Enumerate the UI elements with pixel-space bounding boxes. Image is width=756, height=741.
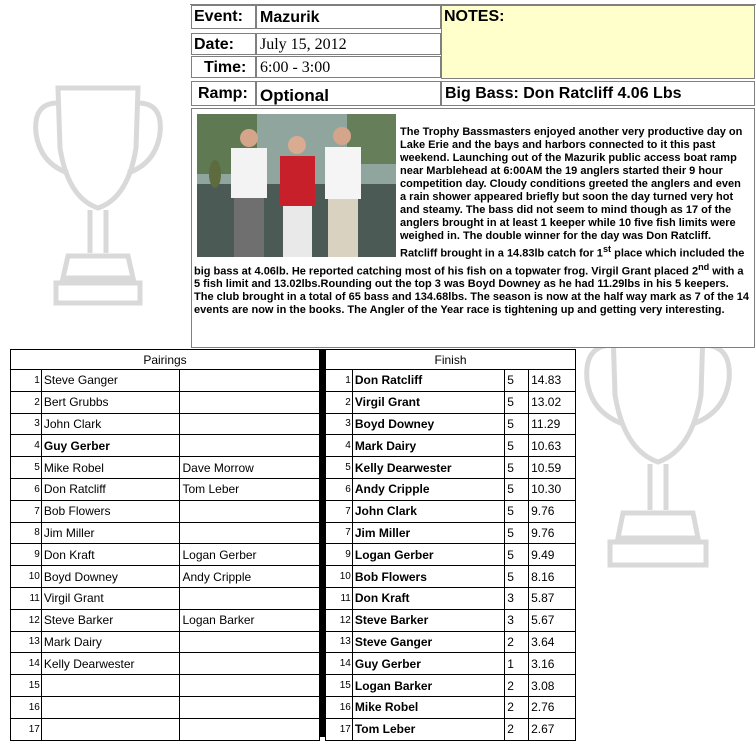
pairing-angler-b: Logan Barker (180, 609, 320, 631)
finish-fish-count: 5 (505, 500, 529, 522)
finish-angler: Steve Ganger (352, 631, 504, 653)
finish-place: 17 (326, 718, 353, 740)
finish-row (326, 413, 576, 435)
finish-angler: Tom Leber (352, 718, 504, 740)
finish-place: 16 (326, 696, 353, 718)
trophy-watermark-left (28, 78, 168, 328)
pairings-table (10, 349, 320, 741)
time-value: 6:00 - 3:00 (260, 59, 331, 76)
finish-angler: Logan Barker (352, 675, 504, 697)
story-part-3: with a 5 fish limit and 13.02lbs.Rounding out the top 3 was Boyd Downey as he had 11.29lbs in his 5 keepers. The club brought in a total of 65 bass and 134.68lbs. The season is now at the half way mark as 7 of the 14 events are now in the books. The Angler of the Year race is tightening up and getting very interesting. (194, 265, 750, 317)
finish-weight: 8.16 (529, 566, 576, 588)
finish-weight: 10.59 (529, 457, 576, 479)
finish-place: 10 (326, 566, 353, 588)
finish-angler: Logan Gerber (352, 544, 504, 566)
finish-row (326, 370, 576, 392)
pairing-row (11, 696, 320, 718)
finish-row (326, 609, 576, 631)
pairing-angler-a (41, 696, 180, 718)
finish-place: 6 (326, 478, 353, 500)
finish-angler: Steve Barker (352, 609, 504, 631)
finish-weight: 5.87 (529, 587, 576, 609)
pairing-row (11, 391, 320, 413)
finish-weight: 3.64 (529, 631, 576, 653)
finish-row (326, 631, 576, 653)
finish-fish-count: 5 (505, 522, 529, 544)
finish-fish-count: 3 (505, 609, 529, 631)
pairing-row (11, 609, 320, 631)
finish-row (326, 457, 576, 479)
pairing-angler-a: Don Kraft (41, 544, 180, 566)
finish-fish-count: 5 (505, 370, 529, 392)
pairing-angler-a: Bert Grubbs (41, 391, 180, 413)
pairing-angler-b: Dave Morrow (180, 457, 320, 479)
pairing-row (11, 370, 320, 392)
pairing-angler-a: Steve Barker (41, 609, 180, 631)
finish-place: 7 (326, 522, 353, 544)
finish-weight: 2.76 (529, 696, 576, 718)
pairing-row (11, 675, 320, 697)
finish-fish-count: 5 (505, 478, 529, 500)
pairing-row (11, 435, 320, 457)
story-box (191, 108, 755, 348)
finish-row (326, 435, 576, 457)
finish-body (326, 370, 576, 741)
finish-angler: Don Ratcliff (352, 370, 504, 392)
finish-fish-count: 3 (505, 587, 529, 609)
finish-weight: 3.08 (529, 675, 576, 697)
pairing-row (11, 631, 320, 653)
finish-angler: Guy Gerber (352, 653, 504, 675)
pairing-number: 14 (11, 653, 42, 675)
anglers-photo-illustration (197, 114, 396, 257)
pairing-row (11, 413, 320, 435)
pairing-number: 3 (11, 413, 42, 435)
pairing-number: 5 (11, 457, 42, 479)
pairing-angler-a: Kelly Dearwester (41, 653, 180, 675)
story-part-1: The Trophy Bassmasters enjoyed another very productive day on Lake Erie and the bays and harbors connected to it this past weekend. Launching out of the Mazurik public access boat ramp near Marblehead at 6:00AM the 19 anglers started their 9 hour competition day. Cloudy conditions greeted the anglers and even a rain shower appeared briefly but soon the day turned very hot and steamy. The bass did not seem to mind though as 17 of the anglers brought in at least 1 keeper while 10 five fish limits were weighed in. The double winner for the day was Don Ratcliff. Ratcliff brought in a 14.83lb catch for 1 (400, 126, 743, 260)
finish-row (326, 391, 576, 413)
finish-fish-count: 5 (505, 413, 529, 435)
trophy-watermark-right (578, 320, 738, 590)
finish-angler: Boyd Downey (352, 413, 504, 435)
finish-weight: 5.67 (529, 609, 576, 631)
pairing-angler-b (180, 631, 320, 653)
finish-place: 2 (326, 391, 353, 413)
finish-weight: 11.29 (529, 413, 576, 435)
event-value-cell (256, 5, 441, 29)
big-bass-cell (441, 81, 755, 106)
pairing-row (11, 522, 320, 544)
finish-angler: Mike Robel (352, 696, 504, 718)
time-value-cell (256, 56, 441, 78)
finish-row (326, 566, 576, 588)
pairing-number: 16 (11, 696, 42, 718)
story-sup-2: nd (698, 261, 710, 272)
finish-fish-count: 2 (505, 718, 529, 740)
pairing-angler-a: Don Ratcliff (41, 478, 180, 500)
pairing-angler-b (180, 696, 320, 718)
notes-cell (441, 5, 755, 79)
pairing-number: 6 (11, 478, 42, 500)
ramp-label: Ramp: (198, 85, 248, 102)
finish-weight: 9.49 (529, 544, 576, 566)
finish-angler: Mark Dairy (352, 435, 504, 457)
pairing-angler-a: Boyd Downey (41, 566, 180, 588)
pairing-number: 15 (11, 675, 42, 697)
event-label-cell (191, 5, 256, 29)
finish-weight: 13.02 (529, 391, 576, 413)
finish-row (326, 478, 576, 500)
finish-row (326, 696, 576, 718)
pairing-angler-a: Mike Robel (41, 457, 180, 479)
finish-angler: Virgil Grant (352, 391, 504, 413)
finish-angler: Don Kraft (352, 587, 504, 609)
finish-weight: 9.76 (529, 500, 576, 522)
pairing-angler-a: Guy Gerber (41, 435, 180, 457)
finish-table (325, 349, 576, 741)
finish-weight: 3.16 (529, 653, 576, 675)
finish-angler: John Clark (352, 500, 504, 522)
pairing-number: 4 (11, 435, 42, 457)
finish-place: 12 (326, 609, 353, 631)
finish-fish-count: 1 (505, 653, 529, 675)
pairing-angler-b: Logan Gerber (180, 544, 320, 566)
pairing-angler-a: Mark Dairy (41, 631, 180, 653)
finish-angler: Andy Cripple (352, 478, 504, 500)
finish-place: 11 (326, 587, 353, 609)
finish-place: 4 (326, 435, 353, 457)
pairing-number: 9 (11, 544, 42, 566)
big-bass-text: Big Bass: Don Ratcliff 4.06 Lbs (445, 85, 682, 102)
date-value: July 15, 2012 (260, 36, 347, 53)
finish-fish-count: 5 (505, 457, 529, 479)
pairing-angler-b: Tom Leber (180, 478, 320, 500)
time-label: Time: (204, 59, 247, 76)
pairing-row (11, 544, 320, 566)
pairing-angler-b (180, 587, 320, 609)
finish-angler: Jim Miller (352, 522, 504, 544)
pairing-row (11, 478, 320, 500)
anglers-photo (197, 114, 396, 257)
finish-row (326, 522, 576, 544)
pairing-row (11, 566, 320, 588)
story-sup-1: st (602, 244, 612, 254)
pairings-body (11, 370, 320, 741)
pairing-row (11, 587, 320, 609)
pairing-number: 10 (11, 566, 42, 588)
pairing-angler-a: John Clark (41, 413, 180, 435)
finish-place: 7 (326, 500, 353, 522)
finish-angler: Bob Flowers (352, 566, 504, 588)
finish-fish-count: 5 (505, 566, 529, 588)
pairing-number: 1 (11, 370, 42, 392)
pairing-number: 12 (11, 609, 42, 631)
finish-place: 15 (326, 675, 353, 697)
pairing-angler-b (180, 435, 320, 457)
pairing-row (11, 500, 320, 522)
pairing-number: 11 (11, 587, 42, 609)
notes-label: NOTES: (444, 8, 505, 25)
event-value: Mazurik (260, 9, 320, 26)
pairing-angler-b (180, 522, 320, 544)
finish-place: 3 (326, 413, 353, 435)
pairing-row (11, 653, 320, 675)
ramp-value-cell (256, 81, 441, 106)
pairing-angler-a (41, 675, 180, 697)
finish-weight: 9.76 (529, 522, 576, 544)
finish-row (326, 500, 576, 522)
pairing-number: 7 (11, 500, 42, 522)
pairing-angler-a: Jim Miller (41, 522, 180, 544)
pairing-angler-b (180, 653, 320, 675)
finish-fish-count: 2 (505, 675, 529, 697)
pairing-angler-b (180, 675, 320, 697)
finish-title: Finish (326, 350, 576, 370)
pairing-angler-b: Andy Cripple (180, 566, 320, 588)
ramp-value: Optional (260, 86, 329, 105)
pairing-row (11, 457, 320, 479)
finish-angler: Kelly Dearwester (352, 457, 504, 479)
ramp-label-cell (191, 81, 256, 106)
finish-weight: 2.67 (529, 718, 576, 740)
date-label-cell (191, 33, 256, 55)
finish-place: 5 (326, 457, 353, 479)
time-label-cell (191, 56, 256, 78)
finish-place: 1 (326, 370, 353, 392)
pairing-angler-b (180, 370, 320, 392)
finish-fish-count: 5 (505, 544, 529, 566)
finish-fish-count: 2 (505, 696, 529, 718)
finish-fish-count: 5 (505, 435, 529, 457)
finish-place: 13 (326, 631, 353, 653)
date-label: Date: (194, 36, 235, 53)
pairing-angler-b (180, 500, 320, 522)
pairing-number: 13 (11, 631, 42, 653)
pairing-angler-a: Bob Flowers (41, 500, 180, 522)
pairing-number: 8 (11, 522, 42, 544)
finish-fish-count: 5 (505, 391, 529, 413)
finish-row (326, 544, 576, 566)
pairing-angler-b (180, 391, 320, 413)
pairing-angler-a: Steve Ganger (41, 370, 180, 392)
story-part-2: place which included the big bass at 4.06lb. He reported catching most of his fish on a topwater frog. Virgil Grant placed 2 (194, 247, 745, 278)
pairing-angler-a: Virgil Grant (41, 587, 180, 609)
finish-weight: 14.83 (529, 370, 576, 392)
finish-row (326, 653, 576, 675)
pairing-angler-b (180, 413, 320, 435)
finish-place: 14 (326, 653, 353, 675)
pairings-title: Pairings (11, 350, 320, 370)
pairing-number: 2 (11, 391, 42, 413)
finish-place: 9 (326, 544, 353, 566)
pairing-number: 17 (11, 718, 42, 740)
finish-weight: 10.63 (529, 435, 576, 457)
finish-fish-count: 2 (505, 631, 529, 653)
event-label: Event: (194, 8, 243, 25)
finish-row (326, 675, 576, 697)
finish-weight: 10.30 (529, 478, 576, 500)
finish-row (326, 587, 576, 609)
date-value-cell (256, 33, 441, 55)
